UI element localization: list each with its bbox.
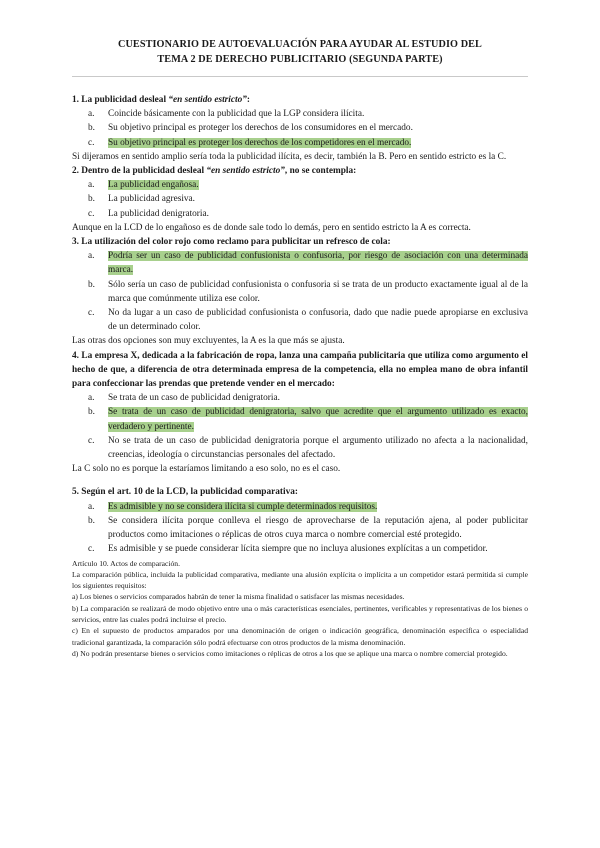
- option-letter: b.: [88, 407, 95, 418]
- question-1-prefix: 1. La publicidad desleal: [72, 95, 169, 105]
- option-1b: [72, 121, 528, 135]
- article-heading: Artículo 10. Actos de comparación.: [72, 558, 180, 568]
- option-5a-correct: [72, 500, 528, 514]
- article-item-b: b) La comparación se realizará de modo objetivo entre una o más características esenciales, pertinentes, verificables y representativas de los bienes o servicios, entre las cuales podrá incluirse el precio.: [72, 603, 528, 624]
- option-letter: a.: [88, 501, 95, 512]
- option-letter: b.: [88, 123, 95, 134]
- option-letter: a.: [88, 251, 95, 262]
- option-letter: c.: [88, 308, 95, 319]
- option-letter: c.: [88, 544, 95, 555]
- option-text-highlighted: Es admisible y no se considera ilícita si cumple determinados requisitos.: [108, 501, 378, 512]
- option-letter: a.: [88, 393, 95, 404]
- option-1a: [72, 107, 528, 121]
- option-4b-correct: [72, 405, 528, 433]
- option-letter: c.: [88, 435, 95, 446]
- option-5c: [72, 542, 528, 556]
- option-text: Su objetivo principal es proteger los derechos de los consumidores en el mercado.: [108, 123, 413, 134]
- question-3: 3. La utilización del color rojo como reclamo para publicitar un refresco de cola:: [72, 237, 391, 248]
- article-10-excerpt: [72, 558, 528, 660]
- question-5-options: [72, 500, 528, 557]
- question-5: 5. Según el art. 10 de la LCD, la publicidad comparativa:: [72, 487, 298, 498]
- option-letter: c.: [88, 208, 95, 219]
- question-3-options: [72, 249, 528, 334]
- option-letter: a.: [88, 109, 95, 120]
- option-letter: b.: [88, 194, 95, 205]
- title-line-1: CUESTIONARIO DE AUTOEVALUACIÓN PARA AYUDAR AL ESTUDIO DEL: [118, 39, 482, 50]
- question-2-note: Aunque en la LCD de lo engañoso es de donde sale todo lo demás, pero en sentido estricto la A es correcta.: [72, 222, 471, 233]
- option-3c: [72, 306, 528, 334]
- question-1-note: Si dijeramos en sentido amplio sería toda la publicidad ilícita, es decir, también la B. Pero en sentido estricto es la C.: [72, 151, 507, 162]
- article-item-c: c) En el supuesto de productos amparados por una denominación de origen o indicación geográfica, denominación específica o especialidad tradicional garantizada, la comparación sólo podrá efectuarse con otros productos de la misma denominación.: [72, 626, 528, 647]
- option-text: Sólo sería un caso de publicidad confusionista o confusoria si se trata de un producto exactamente igual al de la marca que comúnmente utiliza ese color.: [108, 279, 528, 304]
- option-text: La publicidad agresiva.: [108, 194, 195, 205]
- question-1-options: [72, 107, 528, 150]
- document-body: [72, 93, 528, 659]
- option-2b: [72, 192, 528, 206]
- option-text: La publicidad denigratoria.: [108, 208, 209, 219]
- question-2: [72, 164, 528, 178]
- option-text: No da lugar a un caso de publicidad confusionista o confusoria, dado que nadie puede apropiarse en exclusiva de un determinado color.: [108, 308, 528, 333]
- option-text-highlighted: Su objetivo principal es proteger los derechos de los competidores en el mercado.: [108, 137, 412, 148]
- option-text: Es admisible y se puede considerar lícita siempre que no incluya alusiones explícitas a un competidor.: [108, 544, 488, 555]
- title-line-2: TEMA 2 DE DERECHO PUBLICITARIO (SEGUNDA PARTE): [157, 54, 443, 65]
- option-4a: [72, 391, 528, 405]
- page-title: [70, 37, 530, 67]
- option-3b: [72, 278, 528, 306]
- option-text-highlighted: La publicidad engañosa.: [108, 180, 199, 191]
- question-2-suffix: , no se contempla:: [284, 166, 357, 177]
- option-text-highlighted: Podría ser un caso de publicidad confusionista o confusoria, por riesgo de asociación con una determinada marca.: [108, 251, 528, 276]
- question-4: 4. La empresa X, dedicada a la fabricación de ropa, lanza una campaña publicitaria que utiliza como argumento el hecho de que, a diferencia de otra determinada empresa de la competencia, ella no emplea mano de obra infantil para confeccionar las prendas que pretende vender en el mercado:: [72, 350, 528, 390]
- question-2-options: [72, 178, 528, 221]
- article-intro: La comparación pública, incluida la publicidad comparativa, mediante una alusión explícita o implícita a un competidor estará permitida si cumple los siguientes requisitos:: [72, 569, 528, 591]
- option-text: No se trata de un caso de publicidad denigratoria porque el argumento utilizado no afecta a la nacionalidad, creencias, ideología o circunstancias personales del afectado.: [108, 435, 528, 461]
- header-divider: [72, 76, 528, 77]
- question-1: [72, 93, 528, 107]
- option-letter: a.: [88, 180, 95, 191]
- option-2c: [72, 207, 528, 221]
- option-letter: b.: [88, 515, 95, 526]
- question-2-emphasis: “en sentido estricto”: [206, 166, 285, 177]
- question-1-suffix: :: [246, 95, 250, 105]
- option-letter: c.: [88, 137, 95, 148]
- option-text: Se considera ilícita porque conlleva el riesgo de aprovecharse de la reputación ajena, al poder publicitar productos como imitaciones o réplicas de otros cuya marca o nombre comercial esté protegido.: [108, 515, 528, 541]
- option-3a-correct: [72, 249, 528, 277]
- option-text-highlighted: Se trata de un caso de publicidad denigratoria, salvo que acredite que el argumento utilizado es exacto, verdadero y pertinente.: [108, 407, 528, 432]
- article-item-d: d) No podrán presentarse bienes o servicios como imitaciones o réplicas de otros a los que se aplique una marca o nombre comercial protegido.: [72, 648, 508, 658]
- option-4c: [72, 434, 528, 462]
- question-4-options: [72, 391, 528, 462]
- option-5b: [72, 514, 528, 542]
- option-2a-correct: [72, 178, 528, 192]
- question-2-prefix: 2. Dentro de la publicidad desleal: [72, 166, 207, 177]
- question-1-emphasis: “en sentido estricto”: [168, 95, 247, 105]
- question-3-note: Las otras dos opciones son muy excluyentes, la A es la que más se ajusta.: [72, 336, 345, 347]
- article-item-a: a) Los bienes o servicios comparados habrán de tener la misma finalidad o satisfacer las mismas necesidades.: [72, 592, 405, 602]
- option-letter: b.: [88, 279, 95, 290]
- option-text: Coincide básicamente con la publicidad que la LGP considera ilícita.: [108, 109, 365, 120]
- option-text: Se trata de un caso de publicidad denigratoria.: [108, 393, 280, 404]
- question-4-note: La C solo no es porque la estaríamos limitando a eso solo, no es el caso.: [72, 464, 341, 475]
- option-1c-correct: [72, 136, 528, 150]
